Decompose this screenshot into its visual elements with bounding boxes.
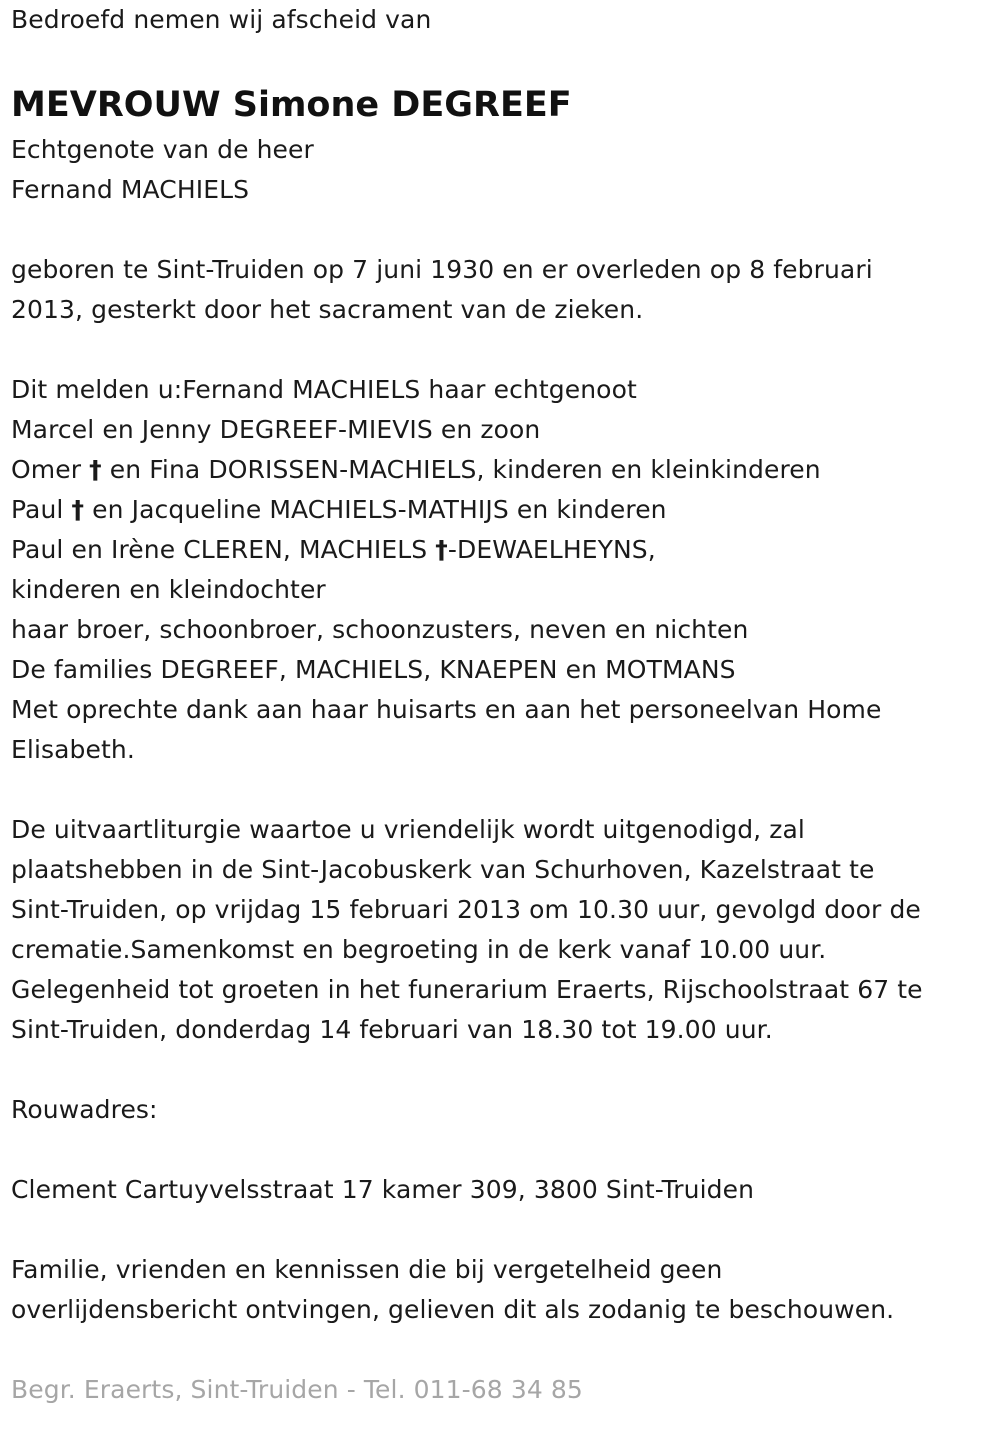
spacer	[11, 770, 991, 810]
family-line-3-start: Omer	[11, 455, 90, 484]
family-line-3-end: en Fina DORISSEN-MACHIELS, kinderen en kleinkinderen	[101, 455, 821, 484]
family-line-5-start: Paul en Irène CLEREN, MACHIELS	[11, 535, 436, 564]
address-label: Rouwadres:	[11, 1095, 158, 1124]
ceremony-line-1: De uitvaartliturgie waartoe u vriendelijk wordt uitgenodigd, zal	[11, 815, 805, 844]
family-line-4-end: en Jacqueline MACHIELS-MATHIJS en kinderen	[84, 495, 667, 524]
spacer	[11, 210, 991, 250]
ceremony-line-4: crematie.Samenkomst en begroeting in de kerk vanaf 10.00 uur.	[11, 935, 827, 964]
cross-icon: †	[89, 455, 102, 484]
address-value: Clement Cartuyvelsstraat 17 kamer 309, 3800 Sint-Truiden	[11, 1175, 755, 1204]
birth-line-2: 2013, gesterkt door het sacrament van de zieken.	[11, 295, 644, 324]
family-line-4	[11, 490, 991, 530]
spacer	[11, 330, 991, 370]
family-line-2: Marcel en Jenny DEGREEF-MIEVIS en zoon	[11, 415, 541, 444]
spacer	[11, 1130, 991, 1170]
family-line-4-start: Paul	[11, 495, 72, 524]
spacer	[11, 1210, 991, 1250]
deceased-name: MEVROUW Simone DEGREEF	[11, 85, 572, 125]
family-line-8: De families DEGREEF, MACHIELS, KNAEPEN en MOTMANS	[11, 655, 736, 684]
family-line-5-end: -DEWAELHEYNS,	[447, 535, 656, 564]
ceremony-line-5: Gelegenheid tot groeten in het funerarium Eraerts, Rijschoolstraat 67 te	[11, 975, 923, 1004]
spouse-line-1: Echtgenote van de heer	[11, 135, 314, 164]
family-line-9: Met oprechte dank aan haar huisarts en aan het personeelvan Home	[11, 695, 882, 724]
family-line-3	[11, 450, 991, 490]
ceremony-line-6: Sint-Truiden, donderdag 14 februari van 18.30 tot 19.00 uur.	[11, 1015, 773, 1044]
family-line-1: Dit melden u:Fernand MACHIELS haar echtgenoot	[11, 375, 637, 404]
intro-text: Bedroefd nemen wij afscheid van	[11, 5, 432, 34]
spacer	[11, 1330, 991, 1370]
ceremony-line-2: plaatshebben in de Sint-Jacobuskerk van Schurhoven, Kazelstraat te	[11, 855, 875, 884]
family-line-5	[11, 530, 991, 570]
spacer	[11, 1050, 991, 1090]
notice-line-1: Familie, vrienden en kennissen die bij vergetelheid geen	[11, 1255, 723, 1284]
spouse-line-2: Fernand MACHIELS	[11, 175, 250, 204]
ceremony-line-3: Sint-Truiden, op vrijdag 15 februari 2013 om 10.30 uur, gevolgd door de	[11, 895, 921, 924]
obituary-document	[11, 0, 991, 1410]
notice-line-2: overlijdensbericht ontvingen, gelieven dit als zodanig te beschouwen.	[11, 1295, 895, 1324]
cross-icon: †	[435, 535, 448, 564]
footer-text: Begr. Eraerts, Sint-Truiden - Tel. 011-68 34 85	[11, 1375, 583, 1404]
family-line-10: Elisabeth.	[11, 735, 135, 764]
family-line-7: haar broer, schoonbroer, schoonzusters, neven en nichten	[11, 615, 749, 644]
family-line-6: kinderen en kleindochter	[11, 575, 326, 604]
birth-line-1: geboren te Sint-Truiden op 7 juni 1930 en er overleden op 8 februari	[11, 255, 873, 284]
cross-icon: †	[71, 495, 85, 524]
